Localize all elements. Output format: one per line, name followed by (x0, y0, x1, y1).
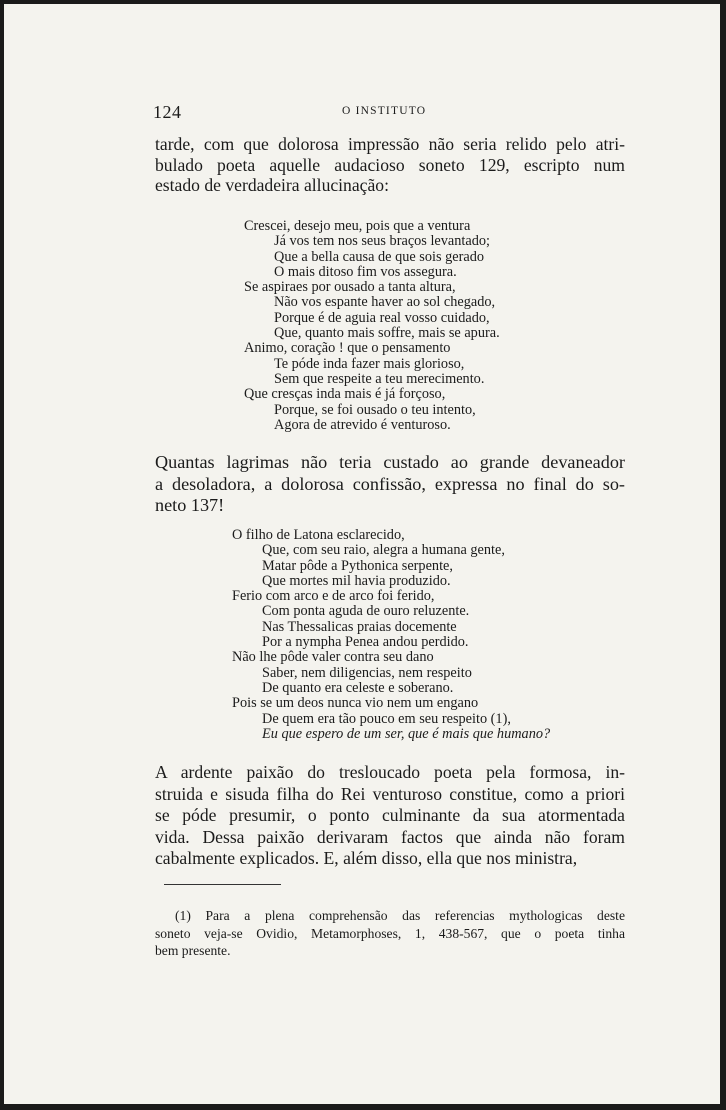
verse-line: Matar pôde a Pythonica serpente, (262, 557, 453, 574)
verse-line: Te póde inda fazer mais glorioso, (274, 355, 465, 372)
text-line: struida e sisuda filha do Rei venturoso constitue, como a priori (155, 783, 625, 804)
footnote-line: (1) Para a plena comprehensão das referencias mythologicas deste (175, 908, 625, 923)
verse-line: Que mortes mil havia produzido. (262, 572, 451, 589)
paragraph-3 (155, 762, 625, 870)
text-line: Quantas lagrimas não teria custado ao grande devaneador (155, 452, 625, 472)
verse-line: Agora de atrevido é venturoso. (274, 416, 451, 433)
verse-line: Porque é de aguia real vosso cuidado, (274, 309, 490, 326)
sonnet-129 (244, 219, 500, 433)
text-line: a desoladora, a dolorosa confissão, expressa no final do so- (155, 473, 625, 494)
verse-line: Sem que respeite a teu merecimento. (274, 370, 485, 387)
running-title: O INSTITUTO (342, 105, 427, 117)
verse-line: Que, com seu raio, alegra a humana gente, (262, 542, 505, 559)
text-line: vida. Dessa paixão derivaram factos que ainda não foram (155, 826, 625, 847)
document-page (4, 4, 720, 1104)
verse-line: Pois se um deos nunca vio nem um engano (232, 695, 479, 712)
verse-line: De quem era tão pouco em seu respeito (1), (262, 710, 511, 727)
text-line: estado de verdadeira allucinação: (155, 175, 389, 195)
text-line: cabalmente explicados. E, além disso, ella que nos ministra, (155, 848, 578, 868)
page-number: 124 (153, 102, 182, 122)
footnote-divider (164, 884, 281, 885)
verse-line: Animo, coração ! que o pensamento (244, 340, 451, 357)
verse-line: Não lhe pôde valer contra seu dano (232, 649, 434, 666)
verse-line: Eu que espero de um ser, que é mais que humano? (262, 725, 551, 742)
verse-line: Nas Thessalicas praias docemente (262, 618, 457, 635)
verse-line: De quanto era celeste e soberano. (262, 679, 454, 696)
text-line: bulado poeta aquelle audacioso soneto 129, escripto num (155, 154, 625, 175)
verse-line: Não vos espante haver ao sol chegado, (274, 294, 496, 311)
text-line: se póde presumir, o ponto culminante da sua atormentada (155, 805, 625, 825)
verse-line: Com ponta aguda de ouro reluzente. (262, 603, 470, 620)
verse-line: Que, quanto mais soffre, mais se apura. (274, 325, 500, 342)
verse-line: Por a nympha Penea andou perdido. (262, 634, 469, 651)
paragraph-1 (155, 134, 625, 196)
text-line: neto 137! (155, 495, 225, 515)
verse-line: Porque, se foi ousado o teu intento, (274, 401, 476, 418)
running-head (4, 102, 720, 122)
sonnet-137 (232, 528, 550, 742)
footnote-line: soneto veja-se Ovidio, Metamorphoses, 1, 438-567, que o poeta tinha (155, 925, 625, 941)
verse-line: Que cresças inda mais é já forçoso, (244, 386, 446, 403)
verse-line: Já vos tem nos seus braços levantado; (274, 233, 490, 250)
footnote (155, 907, 625, 960)
verse-line: O mais ditoso fim vos assegura. (274, 263, 457, 280)
text-line: A ardente paixão do tresloucado poeta pela formosa, in- (155, 762, 625, 782)
text-line: tarde, com que dolorosa impressão não seria relido pelo atri- (155, 134, 625, 154)
verse-line: Se aspiraes por ousado a tanta altura, (244, 279, 456, 296)
verse-line: Crescei, desejo meu, pois que a ventura (244, 218, 471, 234)
footnote-line: bem presente. (155, 943, 231, 958)
verse-line: Ferio com arco e de arco foi ferido, (232, 588, 435, 605)
paragraph-2 (155, 452, 625, 517)
verse-line: Que a bella causa de que sois gerado (274, 248, 484, 265)
verse-line: Saber, nem diligencias, nem respeito (262, 664, 472, 681)
verse-line: O filho de Latona esclarecido, (232, 527, 405, 543)
